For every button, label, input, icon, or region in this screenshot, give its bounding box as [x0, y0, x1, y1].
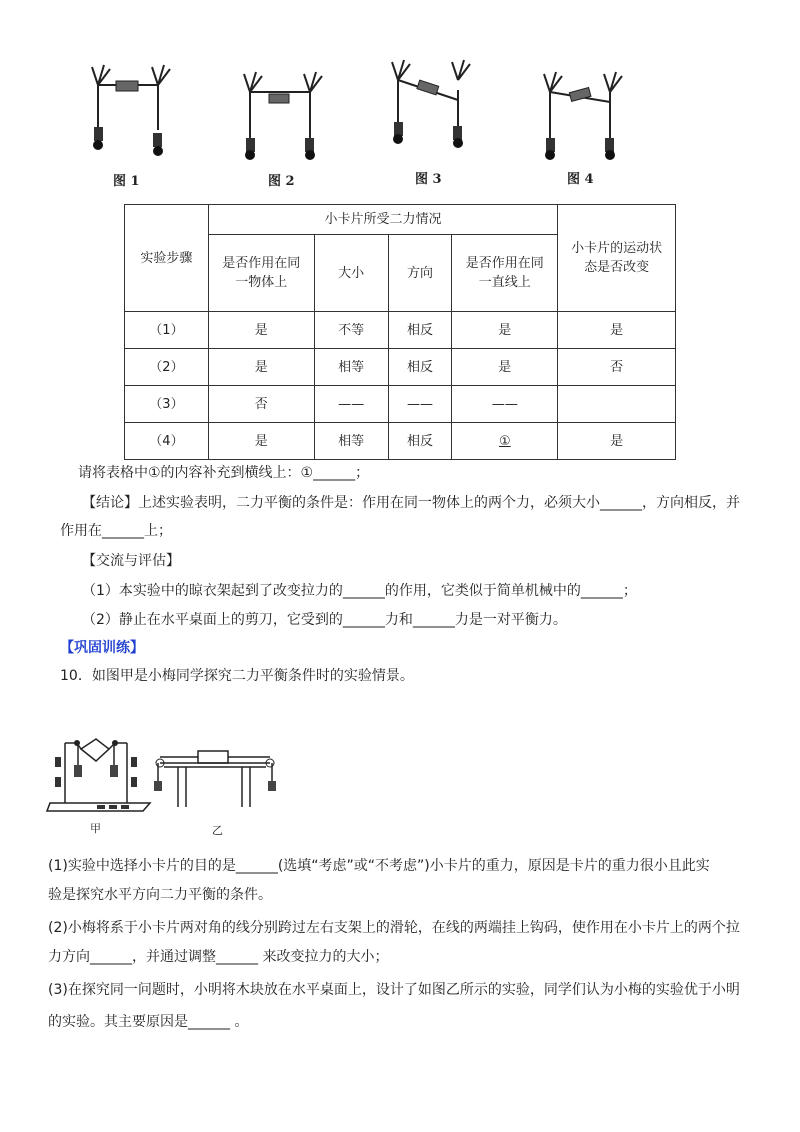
- cell-motion: 是: [558, 423, 676, 460]
- figure-jia-label: 甲: [90, 822, 101, 835]
- cell-same-line: ①: [452, 423, 558, 460]
- header-motion: 小卡片的运动状态是否改变: [558, 205, 676, 312]
- cell-size: ——: [314, 386, 388, 423]
- cell-step: （1）: [125, 312, 209, 349]
- cell-same-object: 是: [208, 349, 314, 386]
- cell-motion: 否: [558, 349, 676, 386]
- question-10: 10．如图甲是小梅同学探究二力平衡条件时的实验情景。: [60, 668, 414, 684]
- part-3-line-a: (3)在探究同一问题时，小明将木块放在水平桌面上，设计了如图乙所示的实验，同学们认为小梅的实验优于小明: [48, 982, 740, 998]
- cell-same-object: 是: [208, 423, 314, 460]
- table-row: [125, 349, 676, 386]
- header-step: 实验步骤: [125, 205, 209, 312]
- part-2-line-a: (2)小梅将系于小卡片两对角的线分别跨过左右支架上的滑轮，在线的两端挂上钩码，使作用在小卡片上的两个拉: [48, 920, 740, 936]
- cell-size: 相等: [314, 423, 388, 460]
- cell-same-line: 是: [452, 312, 558, 349]
- cell-direction: ——: [388, 386, 452, 423]
- header-force-group: 小卡片所受二力情况: [208, 205, 557, 235]
- figure-4-label: 图 4: [567, 172, 594, 187]
- header-same-line: 是否作用在同一直线上: [452, 235, 558, 312]
- exchange-item-1: （1）本实验中的晾衣架起到了改变拉力的______的作用，它类似于简单机械中的______；: [82, 583, 637, 599]
- exchange-item-2: （2）静止在水平桌面上的剪刀，它受到的______力和______力是一对平衡力。: [82, 612, 567, 628]
- cell-size: 相等: [314, 349, 388, 386]
- part-3-line-b: 的实验。其主要原因是______ 。: [48, 1014, 249, 1030]
- cell-step: （4）: [125, 423, 209, 460]
- figure-2-drawing: [240, 62, 330, 167]
- figure-jia-drawing: [45, 735, 155, 815]
- table-row: [125, 312, 676, 349]
- figure-2-label: 图 2: [268, 174, 295, 189]
- figure-1-label: 图 1: [113, 174, 140, 189]
- figure-4-drawing: [540, 62, 630, 167]
- header-size: 大小: [314, 235, 388, 312]
- figure-yi-label: 乙: [212, 824, 223, 837]
- figure-3-label: 图 3: [415, 172, 442, 187]
- exchange-heading: 【交流与评估】: [82, 553, 180, 569]
- cell-same-object: 否: [208, 386, 314, 423]
- conclusion-line-1: 【结论】上述实验表明，二力平衡的条件是：作用在同一物体上的两个力，必须大小______，方向相反，并: [82, 495, 740, 511]
- part-1-line-b: 验是探究水平方向二力平衡的条件。: [48, 887, 272, 903]
- cell-motion: 是: [558, 312, 676, 349]
- consolidate-heading: 【巩固训练】: [60, 640, 144, 656]
- experiment-table: [124, 204, 676, 460]
- cell-size: 不等: [314, 312, 388, 349]
- conclusion-line-2: 作用在______上；: [60, 523, 172, 539]
- table-row: [125, 386, 676, 423]
- part-1-line-a: (1)实验中选择小卡片的目的是______(选填“考虑”或“不考虑”)小卡片的重力，原因是卡片的重力很小且此实: [48, 858, 710, 874]
- cell-step: （3）: [125, 386, 209, 423]
- cell-same-line: ——: [452, 386, 558, 423]
- header-same-object: 是否作用在同一物体上: [208, 235, 314, 312]
- header-direction: 方向: [388, 235, 452, 312]
- fill-in-line: 请将表格中①的内容补充到横线上：①______；: [78, 465, 370, 481]
- cell-direction: 相反: [388, 349, 452, 386]
- table-row: [125, 423, 676, 460]
- cell-motion: [558, 386, 676, 423]
- figure-1-drawing: [88, 55, 178, 165]
- part-2-line-b: 力方向______，并通过调整______ 来改变拉力的大小；: [48, 949, 389, 965]
- figure-3-drawing: [388, 50, 478, 160]
- cell-same-object: 是: [208, 312, 314, 349]
- cell-direction: 相反: [388, 423, 452, 460]
- cell-same-line: 是: [452, 349, 558, 386]
- cell-direction: 相反: [388, 312, 452, 349]
- figure-yi-drawing: [150, 745, 280, 815]
- cell-step: （2）: [125, 349, 209, 386]
